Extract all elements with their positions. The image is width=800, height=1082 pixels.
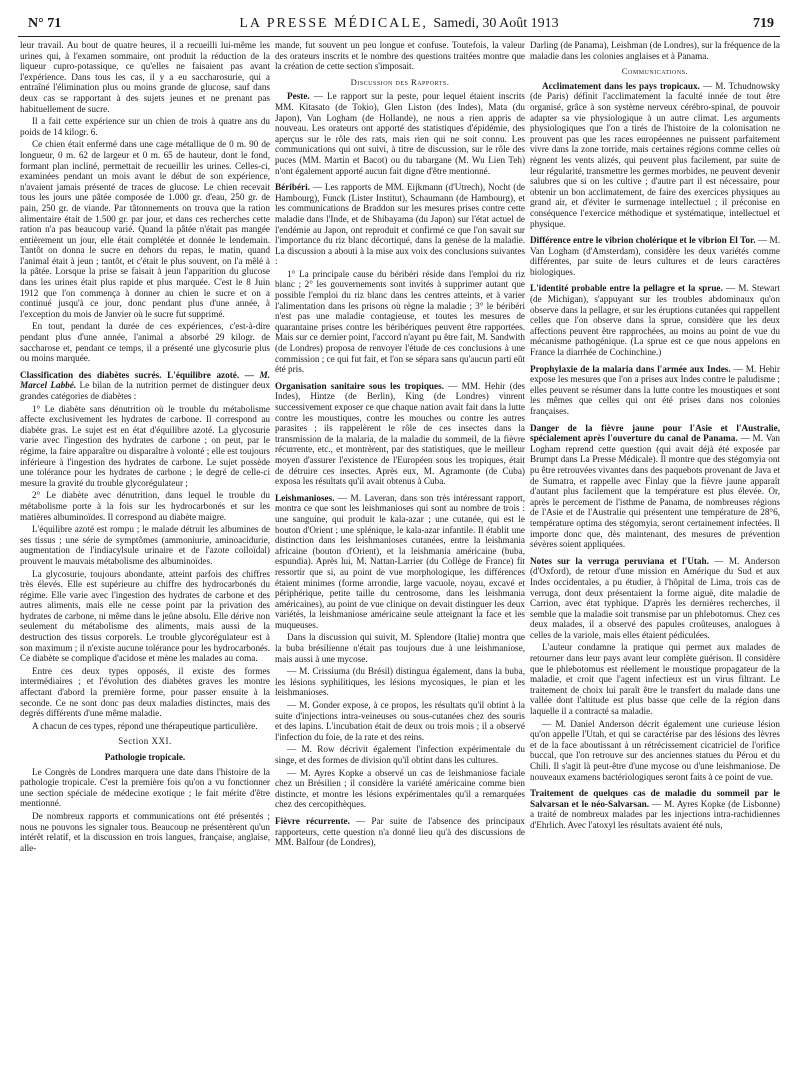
heading-fievre: Fièvre récurrente.: [275, 815, 350, 826]
text-verruga: — M. Anderson (d'Oxford), de retour d'une mission en Amérique du Sud et aux Indes occidentales, a pu étudier, à l'hôpital de Lima, trois cas de verruga, dont deux présentaient la forme aiguë, dite maladie de Carrion, avec état typhique. D'après les dernières recherches, il semble que la maladie soit transmise par un phlebotomus. Chez ces deux malades, il a observé des papules croûteuses, analogues à celles de la variole, mais elles étaient pédiculées.: [530, 555, 780, 640]
heading-leishmanioses: Leishmanioses.: [275, 492, 335, 503]
text-leishmanioses: — M. Laveran, dans son très intéressant rapport, montra ce que sont les leishmanioses qui sont au nombre de trois : une sanguine, qui produit le kala-azar ; une cutanée, qui est le bouton d'Orient ; une splénique, le kala-azar infantile. Il établit une distinction dans les leishmanioses cutanées, entre la leishmania africaine (bouton d'Orient), et la leishmania américaine (buba, espundia). Après lui, M. Nattan-Larrier (du Collège de France) fit ressortir que si, au point de vue morphologique, les différences étaient minimes (forme arrondie, large vacuole, noyau, excavé et périphérique, petite taille du centrosome, dans les leishmania américaines), au point de vue clinique on devait distinguer les deux variétés, la leishmaniose américaine seule atteignant la face et les muqueuses.: [275, 492, 525, 630]
paragraph-beriberi: [275, 182, 525, 267]
paragraph: Darling (de Panama), Leishman (de Londres), sur la fréquence de la maladie dans les colonies anglaises et à Panama.: [530, 40, 780, 61]
paragraph: — M. Ayres Kopke a observé un cas de leishmaniose faciale chez un Brésilien ; il considère la variété américaine comme bien distincte, et montre les lésions expérimentales qu'il a remarquées chez des cercopithèques.: [275, 767, 525, 810]
paragraph: L'équilibre azoté est rompu ; le malade détruit les albumines de ses tissus ; une série de symptômes (ammoniurie, aminoacidurie, augmentation de l'indiacylsule urinaire et de l'azote colloïdal) prouvent le mauvais métabolisme des albuminoïdes.: [20, 524, 270, 566]
heading-text: Le bilan de la nutrition permet de distinguer deux grandes catégories de diabètes :: [20, 380, 270, 401]
paragraph-organisation: [275, 381, 525, 487]
column-2: [275, 40, 525, 1078]
paragraph: 2° Le diabète avec dénutrition, dans lequel le trouble du métabolisme porte à la fois sur les hydrocarbonés et sur les matières albuminoïdes. Il correspond au diabète maigre.: [20, 490, 270, 522]
paragraph: — M. Daniel Anderson décrit également une curieuse lésion qu'on appelle l'Utah, et qui se caractérise par des lésions des lèvres et de la face aboutissant à un rétrécissement cicatriciel de l'orifice buccal, que l'on retrouve sur des anciennes statues du Pérou et du Chili. Il s'agit là peut-être d'une mycose ou d'une leishmaniose. De nouveaux examens bactériologiques seront faits à ce point de vue.: [530, 718, 780, 782]
heading-author: — M. Marcel Labbé.: [20, 369, 270, 391]
heading-traitement: Traitement de quelques cas de maladie du sommeil par le Salvarsan et le néo-Salvarsan.: [530, 788, 780, 809]
heading-vibrion: Différence entre le vibrion cholérique et le vibrion El Tor.: [530, 235, 756, 246]
paragraph: La glycosurie, toujours abondante, atteint parfois des chiffres très élevés. Elle est supérieure au chiffre des hydrocarbonés du régime. Elle varie avec l'ingestion des hydrates de carbone et des autres aliments, mais elle ne cesse point par la privation des hydrates de carbone, ni même dans le jeûne absolu. Elle dérive non seulement du métabolisme des aliments, mais aussi de la destruction des tissus corporels. Le trouble glycorégulateur est à son maximum ; il n'existe aucune tolérance pour les hydrocarbonés. Ce diabète se complique d'acidose et mène les malades au coma.: [20, 568, 270, 664]
paragraph-pellagre: [530, 283, 780, 357]
text-peste: — Le rapport sur la peste, pour lequel étaient inscrits MM. Kitasato (de Tokio), Glen Liston (des Indes), Mata (du Japon), Van Logham (de Hollande), ne nous a rien appris de nouveau. Les orateurs ont apporté des statistiques d'épidémie, des aperçus sur le rôle des rats, mais rien qui ne soit connu. Les communications qui ont suivi, à titre de discussion, sur le rôle des puces (MM. Martin et Bacot) ou du tabargane (M. Wu Lien Teh) n'ont également apporté aucun fait digne d'être mentionné.: [275, 91, 525, 176]
paragraph: leur travail. Au bout de quatre heures, il a recueilli lui-même les urines qui, à l'examen sommaire, ont produit la réduction de la liqueur cupro-potassique, ce qu'elles ne faisaient pas avant l'expérience. Dans tous les cas, il y a eu saccharosurie, qui a entraîné l'élimination plus ou moins grande de glucose, sauf dans deux cas se rapportant à des sujets jeunes et ne prenant pas habituellement de sucre.: [20, 40, 270, 114]
text-prophylaxie: — M. Hehir expose les mesures que l'on a prises aux Indes contre le paludisme ; elles peuvent se résumer dans la lutte contre les moustiques et sont les mêmes que celles qui ont été prises dans nos colonies françaises.: [530, 363, 780, 416]
subsection-title: Communications.: [621, 66, 689, 77]
paragraph: — M. Crissiuma (du Brésil) distingua également, dans la buba, les lésions syphilitiques, les lésions mycosiques, le pian et les leishmanioses.: [275, 666, 525, 698]
paragraph: 1° Le diabète sans dénutrition où le trouble du métabolisme affecte exclusivement les hydrates de carbone. Il correspond au diabète gras. Le sujet est en état d'équilibre azoté. La glycosurie varie avec l'ingestion des hydrates de carbone ; on peut, par le régime, la faire apparaître ou disparaître à volonté ; elle est toujours inférieure à l'ingestion des hydrates de carbone. Le sujet possède une tolérance pour les hydrates de carbone ; le degré de celle-ci mesure la gravité du trouble glycorégulateur ;: [20, 403, 270, 488]
journal-title: [18, 16, 780, 32]
paragraph-acclimatement: [530, 81, 780, 229]
text-acclimatement: — M. Tchudnowsky (de Paris) définit l'acclimatement la faculté innée de tout être organisé, grâce à son système nerveux cérébro-spinal, de pouvoir adapter sa vie physiologique à un autre climat. Les arguments physiologiques que l'on a tirés de l'histoire de la colonisation ne prouvent pas que les races européennes ne puissent parfaitement vivre dans la zone torride, mais certaines régions comme celles où règnent les vents alizés, qui peuvent plus facilement, par suite de leur régularité, transmettre les germes morbides, ne peuvent devenir salubres que si on les cultive ; d'autre part il est nécessaire, pour obtenir un bon acclimatement, de faire des exercices physiques au grand air, et d'éviter le surmenage intellectuel ; il préconise en conséquence l'exercice méthodique et systématique, intellectuel et physique.: [530, 80, 780, 229]
paragraph: En tout, pendant la durée de ces expériences, c'est-à-dire pendant plus d'une année, l'animal a absorbé 29 kilogr. de saccharose et, pendant ce temps, il a présenté une glycosurie plus ou moins marquée.: [20, 321, 270, 364]
paragraph: Ce chien était enfermé dans une cage métallique de 0 m. 90 de longueur, 0 m. 62 de largeur et 0 m. 65 de hauteur, dont le fond, formant plan incliné, permettait de recueillir les urines. Celles-ci, examinées pendant un mois avant le début de son expérience, n'avaient jamais présenté de traces de glucose. Le chien recevait tous les jours une pâtée composée de 1.000 gr. d'eau, 250 gr. de pain, 250 gr. de viande. Par tâtonnements on trouva que la ration alimentaire était de 1.500 gr. par jour, et dans ces recherches cette ration n'a pas beaucoup varié. Quand la pâtée n'était pas mangée entièrement un jour, elle était complétée et donnée le lendemain. Tantôt on donna le sucre en dehors du repas, le matin, quand l'animal était à jeun ; tantôt, et c'était le plus souvent, on l'a mêlé à la pâtée. Lorsque la prise se faisait à jeun l'apparition du glucose dans les urines était plus rapide et plus marquée. C'est le 8 Juin 1912 que l'on commença à donner au chien le sucre et on a continué jusqu'à ce jour, donc pendant plus d'une année, à l'exception du mois de Janvier où le sucre fut supprimé.: [20, 139, 270, 319]
text-fievre-jaune: — M. Van Logham reprend cette question (qui avait déjà été exposée par Brumpt dans La Presse Médicale). Il montre que des stégomyia ont pu être retrouvées vivantes dans des paquebots provenant de Java et de Sumatra, et rappelle avec Finlay que la fièvre jaune apparaît d'autant plus facilement que la température est plus élevée. Or, après le percement de l'isthme de Panama, de nombreuses régions de l'Asie et de l'Australie qui présentent une température de 28°6, température optima des stégomyia, seront certainement infectées. Il importe donc que, dès maintenant, des mesures de prévention sévères soient appliquées.: [530, 433, 780, 550]
heading-acclimatement: Acclimatement dans les pays tropicaux.: [542, 80, 700, 91]
journal-name: LA PRESSE MÉDICALE,: [239, 16, 428, 31]
heading-fievre-jaune: Danger de la fièvre jaune pour l'Asie et l'Australie, spécialement après l'ouverture du canal de Panama.: [530, 422, 780, 444]
heading-title: Classification des diabètes sucrés. L'équilibre azoté.: [20, 369, 240, 380]
heading-verruga: Notes sur la verruga peruviana et l'Utah.: [530, 555, 709, 566]
heading-organisation: Organisation sanitaire sous les tropiques.: [275, 380, 444, 391]
paragraph: L'auteur condamne la pratique qui permet aux malades de retourner dans leur pays avant leur complète guérison. Il considère que le phlebotomus est réellement le moustique propagateur de la maladie, et croit que l'agent infectieux est un virus filtrant. Le traitement de choix lui paraît être le transfert du malade dans une vallée dont l'altitude est plus basse que celle de la région dans laquelle il a contracté sa maladie.: [530, 642, 780, 717]
paragraph-leishmanioses: [275, 493, 525, 631]
paragraph: Le Congrès de Londres marquera une date dans l'histoire de la pathologie tropicale. C'est la première fois qu'on a vu fonctionner une section spéciale de médecine exotique ; le fait mérite d'être mentionné.: [20, 766, 270, 809]
paragraph: Dans la discussion qui suivit, M. Splendore (Italie) montra que la buba brésilienne n'était pas toujours due à une leishmaniose, mais aussi à une mycose.: [275, 632, 525, 664]
paragraph-verruga: [530, 556, 780, 641]
paragraph-fievre: [275, 816, 525, 848]
heading-prophylaxie: Prophylaxie de la malaria dans l'armée aux Indes.: [530, 363, 731, 374]
heading-peste: Peste.: [287, 91, 310, 102]
paragraph-fievre-jaune: [530, 423, 780, 550]
issue-date: Samedi, 30 Août 1913: [433, 16, 559, 31]
heading-pellagre: L'identité probable entre la pellagre et la sprue.: [530, 283, 723, 294]
paragraph: A chacun de ces types, répond une thérapeutique particulière.: [32, 720, 258, 731]
page-header: [18, 14, 780, 37]
text-vibrion: — M. Van Logham (d'Amsterdam), considère les deux variétés comme différentes, par suite de leurs cultures et de leurs caractères biologiques.: [530, 235, 780, 277]
paragraph: Entre ces deux types opposés, il existe des formes intermédiaires ; et l'évolution des diabètes graves les montre affectant d'abord la première forme, pour passer ensuite à la seconde. Ce ne sont donc pas deux maladies distinctes, mais des degrés différents d'une même maladie.: [20, 665, 270, 719]
paragraph-prophylaxie: [530, 364, 780, 417]
paragraph: mande, fut souvent un peu longue et confuse. Toutefois, la valeur des orateurs inscrits et le nombre des questions traitées montre que la création de cette section s'imposait.: [275, 40, 525, 72]
paragraph: De nombreux rapports et communications ont été présentés ; nous ne pouvons les signaler tous. Beaucoup ne présentèrent qu'un intérêt relatif, et la discussion en trois langues, française, anglaise, alle-: [20, 810, 270, 853]
text-fievre: — Par suite de l'absence des principaux rapporteurs, cette question n'a donné lieu qu'à des discussions de MM. Balfour (de Londres),: [275, 815, 525, 848]
paragraph: Il a fait cette expérience sur un chien de trois à quatre ans du poids de 14 kilogr. 6.: [20, 116, 270, 137]
text-pellagre: — M. Stewart (de Michigan), s'appuyant sur les troubles abdominaux qu'on observe dans la pellagre, et sur les éruptions cutanées qui rappellent celles que l'on observe dans la sprue, considère que les deux affections peuvent être rapprochées, au moins au point de vue du mécanisme pathogénique. (La sprue est ce que nous appelons en France la diarrhée de Cochinchine.): [530, 283, 780, 358]
article-heading: [20, 370, 270, 402]
paragraph-peste: [275, 91, 525, 176]
paragraph-vibrion: [530, 235, 780, 277]
text-traitement: — M. Ayres Kopke (de Lisbonne) a traité de nombreux malades par les injections intra-rachidiennes d'Ehrlich. Avec l'atoxyl les résultats avaient été nuls,: [530, 798, 780, 830]
paragraph: 1° La principale cause du béribéri réside dans l'emploi du riz blanc ; 2° les gouvernements sont invités à supprimer autant que possible l'emploi du riz blanc dans les centres atteints, et à varier l'alimentation dans les prisons où règne la maladie ; 3° le béribéri n'est pas une maladie contagieuse, et toutes les mesures de quarantaine prises contre les béribériques peuvent être rapportées. Mais sur ce dernier point, l'accord n'ayant pu être fait, M. Sandwith (de Londres) proposa de renvoyer l'étude de ces conclusions à une commission ; ce qui fut fait, et l'on se sépara sans qu'aucun parti eût été pris.: [275, 268, 525, 375]
heading-beriberi: Béribéri.: [275, 182, 310, 193]
page-number: 719: [753, 16, 774, 31]
column-3: [530, 40, 780, 1078]
text-beriberi: — Les rapports de MM. Eijkmann (d'Utrech), Nocht (de Hambourg), Funck (Lister Institut), Schaumann (de Hambourg), et les communications de Braddon sur les mesures prises contre cette maladie dans l'Inde, et de Shibayama (du Japon) sur l'état actuel de l'endémie au Japon, ont reproduit et confirmé ce que l'on savait sur l'importance du riz blanc décortiqué, dans la genèse de la maladie. La discussion a abouti à la mise aux voix des conclusions suivantes :: [275, 182, 525, 267]
column-1: [20, 40, 270, 1078]
paragraph: — M. Gonder expose, à ce propos, les résultats qu'il obtint à la suite d'injections intra-veineuses ou sous-cutanées chez des souris et des lapins. L'incubation était de deux ou trois mois ; il a observé l'infection du foie, de la rate et des reins.: [275, 700, 525, 742]
text-organisation: — MM. Hehir (des Indes), Hintze (de Berlin), King (de Londres) vinrent successivement exposer ce que chaque nation avait fait dans la lutte contre les moustiques, contre les mouches ou contre les autres parasites ; ils rappelèrent le rôle de ces insectes dans la transmission de la malaria, de la maladie du sommeil, de la fièvre récurrente, etc., et montrèrent, par des statistiques, que le meilleur moyen d'assurer l'existence de l'Européen sous les tropiques, était de détruire ces insectes. Après eux, M. Agramonte (de Cuba) exposa les résultats qu'il avait obtenus à Cuba.: [275, 380, 525, 487]
section-title: Pathologie tropicale.: [104, 752, 186, 762]
section-number: Section XXI.: [118, 736, 172, 747]
subsection-title: Discussion des Rapports.: [350, 76, 450, 87]
paragraph-traitement: [530, 788, 780, 830]
paragraph: — M. Row décrivit également l'infection expérimentale du singe, et des formes de division qu'il obtint dans les cultures.: [275, 744, 525, 765]
issue-number: N° 71: [28, 16, 62, 31]
